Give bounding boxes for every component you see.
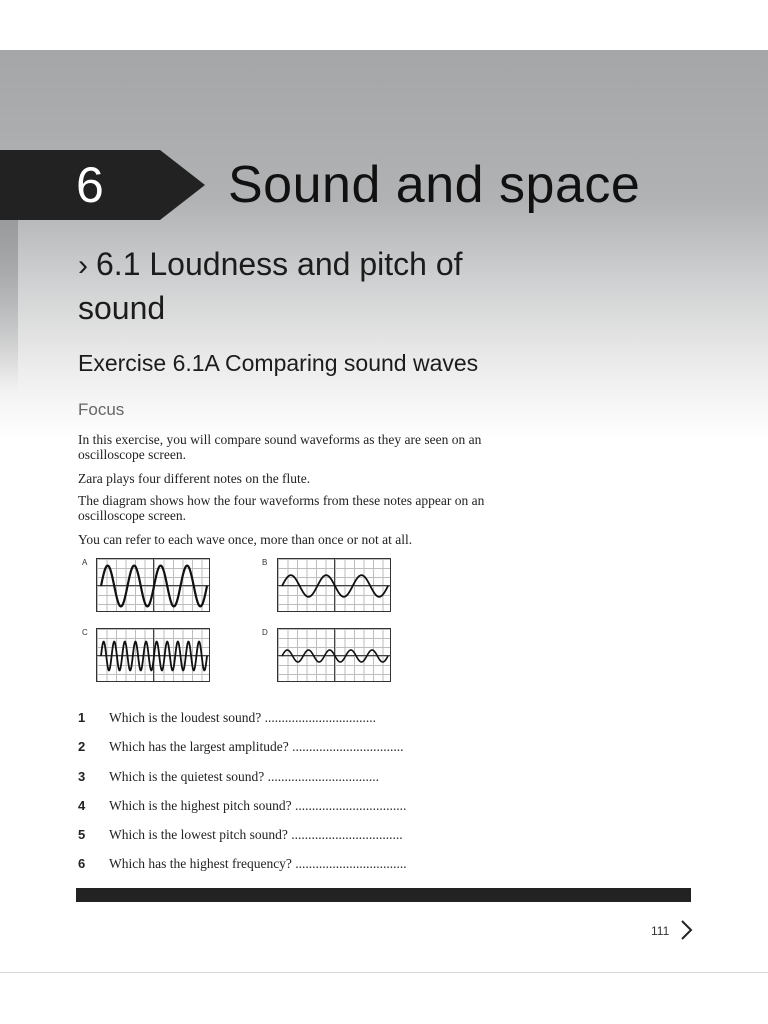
chevron-right-icon: ›	[78, 249, 88, 282]
waveform-label-c: C	[82, 628, 88, 637]
section-title: 6.1 Loudness and pitch of sound	[78, 246, 463, 326]
waveform-d	[278, 629, 392, 683]
waveform-b-trace	[282, 575, 388, 597]
question-item	[78, 856, 518, 874]
chapter-number: 6	[76, 157, 104, 213]
exercise-title: Exercise 6.1A Comparing sound waves	[78, 350, 479, 376]
waveform-label-d: D	[262, 628, 268, 637]
left-edge-shade	[0, 220, 18, 390]
question-item	[78, 798, 518, 816]
page-number: 111	[651, 924, 670, 938]
oscilloscope-screen-d	[277, 628, 391, 682]
question-number: 2	[78, 739, 86, 754]
waveform-label-b: B	[262, 558, 268, 567]
question-item	[78, 827, 518, 845]
question-text: Which has the highest frequency? .................................	[109, 856, 407, 871]
waveform-label-a: A	[82, 558, 88, 567]
paragraph-diagram: The diagram shows how the four waveforms from these notes appear on an oscilloscope screen.	[78, 493, 485, 523]
waveform-b	[278, 559, 392, 613]
waveform-a-trace	[101, 566, 207, 607]
waveform-a	[97, 559, 211, 613]
question-item	[78, 769, 518, 787]
question-number: 3	[78, 769, 86, 784]
question-item	[78, 739, 518, 757]
question-text: Which has the largest amplitude? .................................	[109, 739, 404, 754]
question-number: 5	[78, 827, 86, 842]
paragraph-refer: You can refer to each wave once, more than once or not at all.	[78, 532, 413, 547]
waveform-d-trace	[282, 650, 388, 662]
chapter-title: Sound and space	[228, 156, 641, 214]
question-text: Which is the lowest pitch sound? .................................	[109, 827, 403, 842]
focus-label: Focus	[78, 400, 125, 419]
question-number: 4	[78, 798, 86, 813]
question-text: Which is the highest pitch sound? .................................	[109, 798, 407, 813]
question-number: 1	[78, 710, 86, 725]
section-heading	[78, 243, 558, 330]
oscilloscope-screen-b	[277, 558, 391, 612]
textbook-page	[0, 50, 768, 973]
question-number: 6	[78, 856, 86, 871]
waveform-c-trace	[101, 642, 207, 671]
paragraph-intro: In this exercise, you will compare sound waveforms as they are seen on an oscilloscope screen.	[78, 432, 482, 462]
oscilloscope-screen-a	[96, 558, 210, 612]
oscilloscope-screen-c	[96, 628, 210, 682]
paragraph-zara: Zara plays four different notes on the flute.	[78, 471, 311, 486]
question-item	[78, 710, 518, 728]
footer-bar	[76, 888, 691, 902]
waveform-c	[97, 629, 211, 683]
question-text: Which is the quietest sound? .................................	[109, 769, 379, 784]
question-text: Which is the loudest sound? .................................	[109, 710, 376, 725]
next-page-chevron-icon[interactable]	[678, 918, 694, 942]
